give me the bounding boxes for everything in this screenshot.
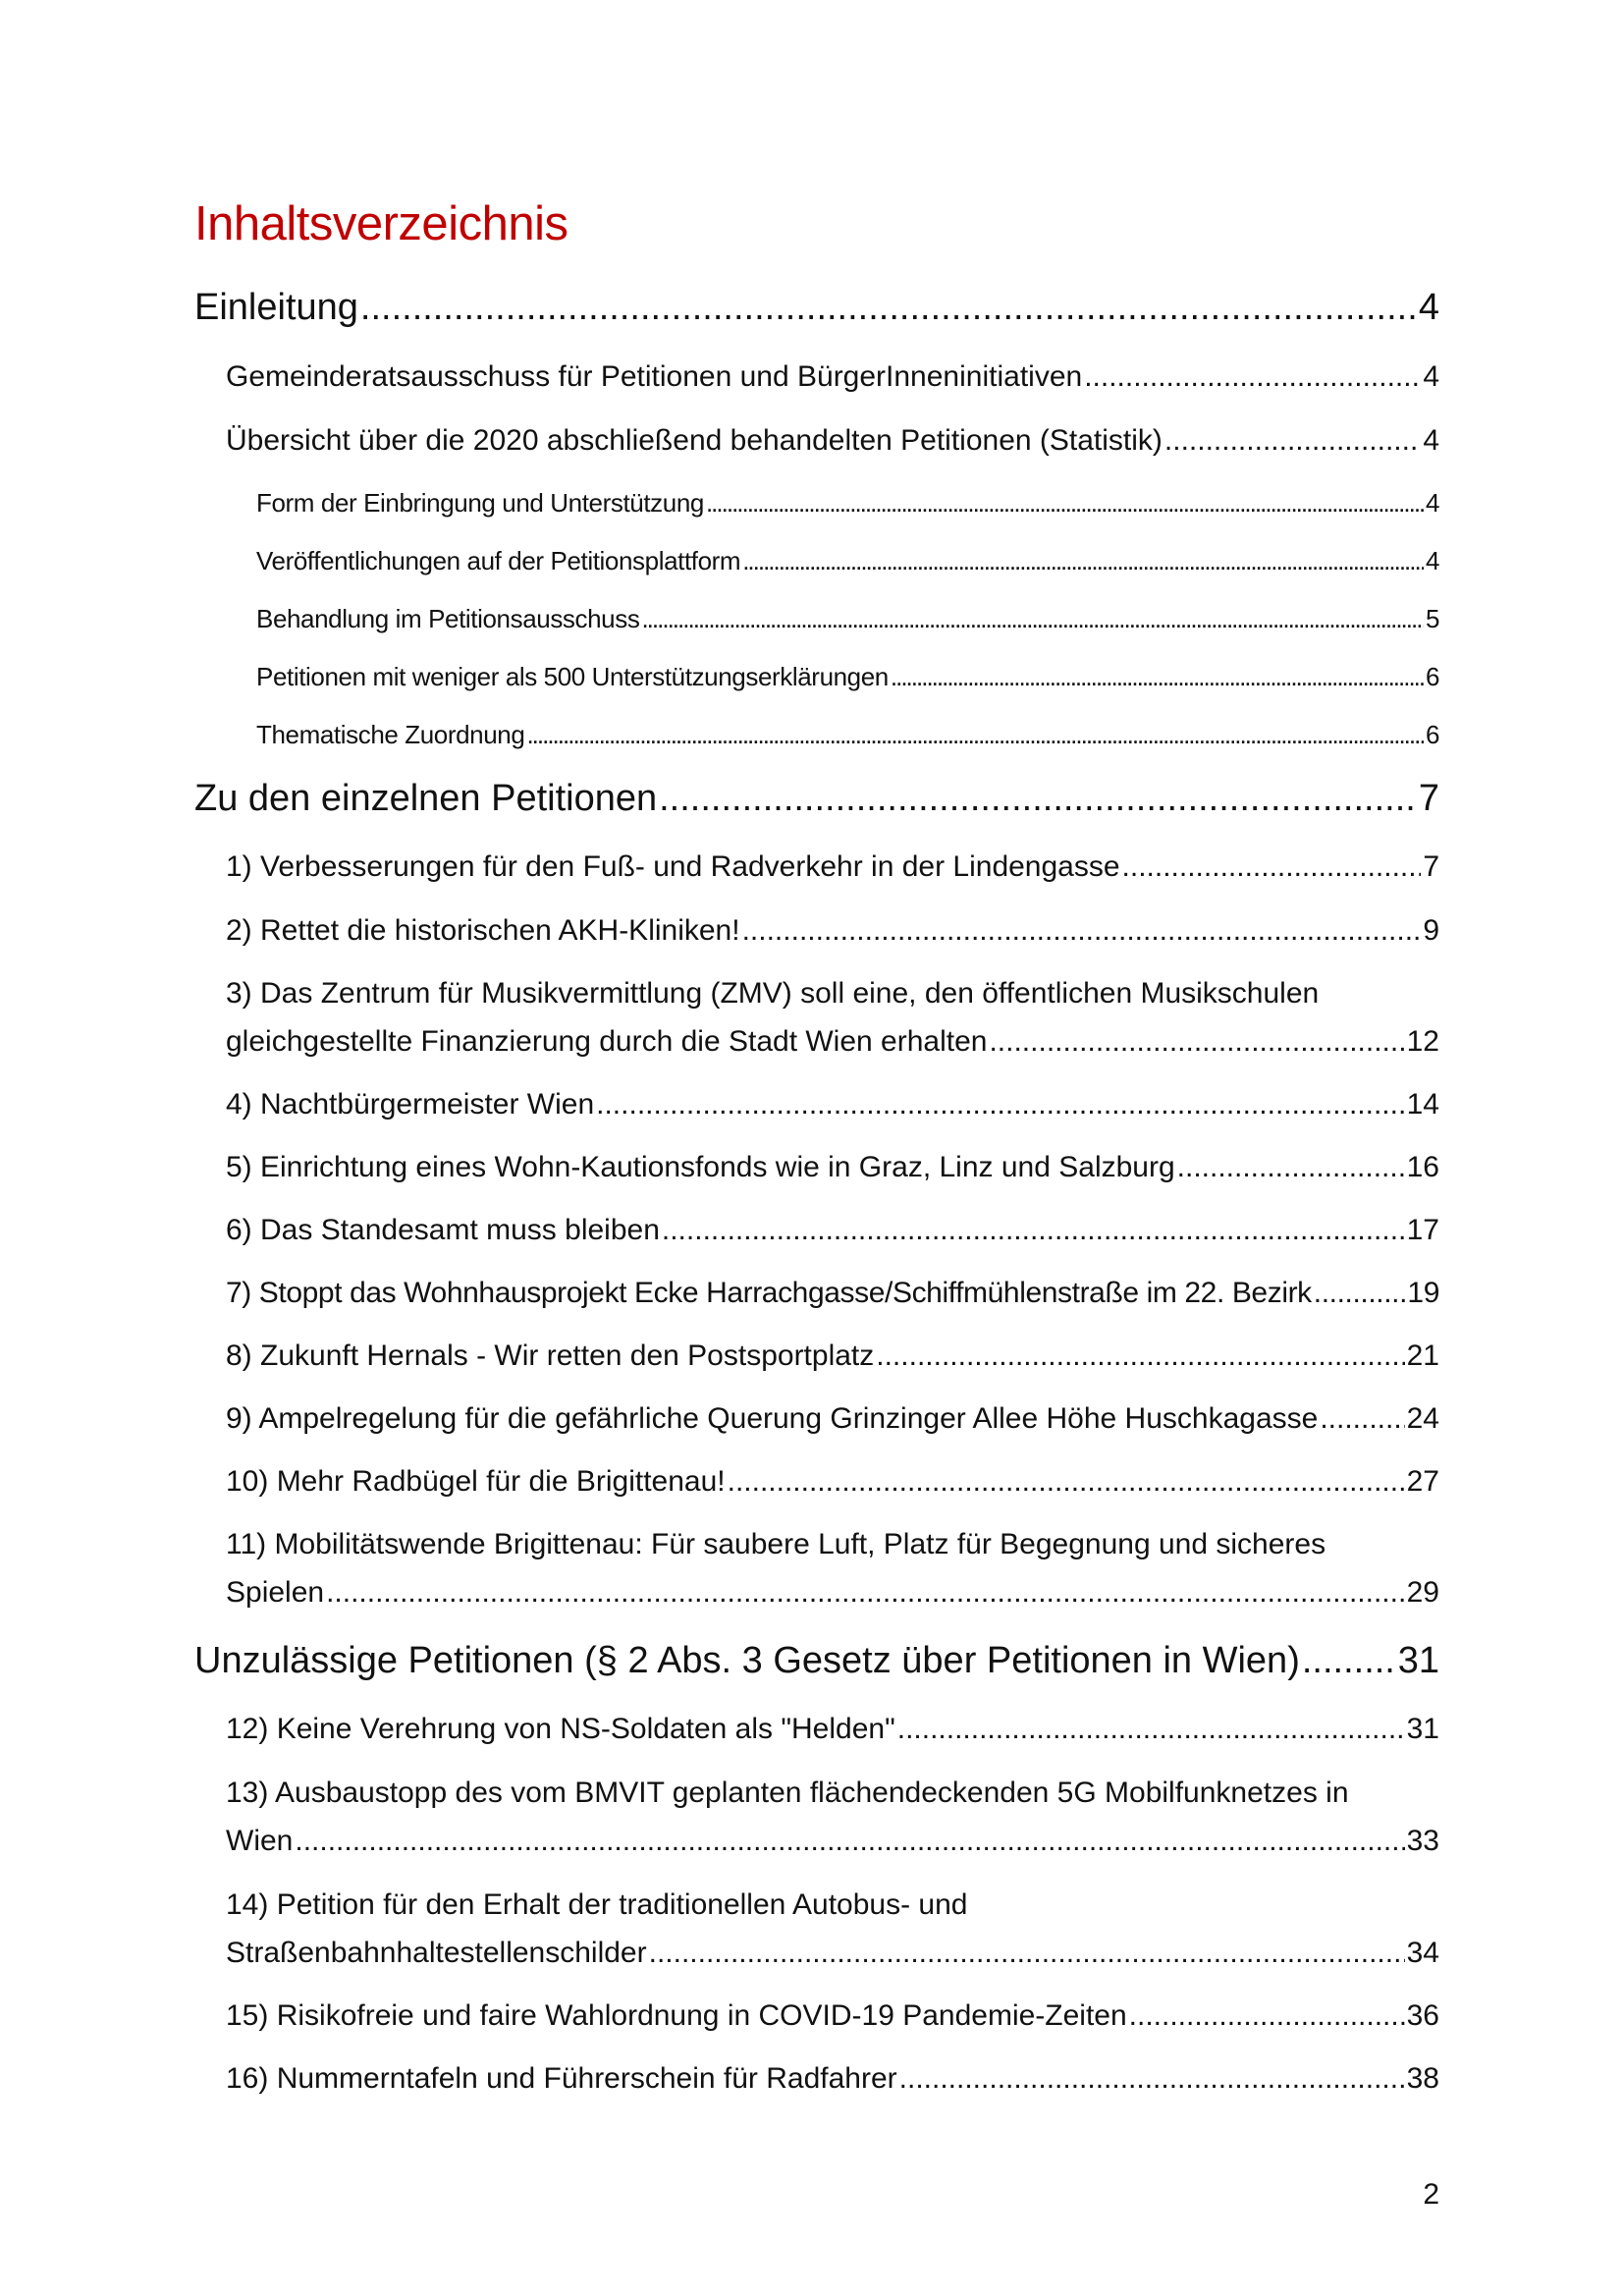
toc-entry-petition-8[interactable]	[226, 1339, 1439, 1373]
dot-leader	[742, 914, 1422, 948]
dot-leader	[891, 662, 1424, 692]
toc-entry-page: 27	[1406, 1465, 1439, 1498]
toc-entry-text: 12) Keine Verehrung von NS-Soldaten als "Helden"	[226, 1713, 895, 1745]
toc-entry-text: 9) Ampelregelung für die gefährliche Querung Grinzinger Allee Höhe Huschkagasse	[226, 1402, 1319, 1435]
toc-entry-text: Veröffentlichungen auf der Petitionsplattform	[256, 546, 741, 575]
toc-entry-text: 10) Mehr Radbügel für die Brigittenau!	[226, 1465, 726, 1498]
toc-entry-text: gleichgestellte Finanzierung durch die Stadt Wien erhalten	[226, 1025, 988, 1058]
toc-entry-page: 5	[1425, 604, 1439, 633]
toc-entry-veroeffentlichungen[interactable]	[256, 546, 1439, 576]
toc-entry-page: 6	[1425, 720, 1439, 749]
toc-entry-petition-9[interactable]	[226, 1402, 1439, 1436]
toc-entry-petition-16[interactable]	[226, 2062, 1439, 2096]
dot-leader	[662, 1214, 1405, 1247]
dot-leader	[1164, 424, 1421, 458]
dot-leader	[659, 778, 1417, 820]
toc-entry-text: 8) Zukunft Hernals - Wir retten den Postsportplatz	[226, 1339, 875, 1372]
toc-entry-petition-4[interactable]	[226, 1088, 1439, 1121]
toc-entry-page: 12	[1406, 1025, 1439, 1058]
toc-entry-petition-10[interactable]	[226, 1465, 1439, 1499]
dot-leader	[728, 1465, 1405, 1499]
toc-entry-petition-1[interactable]	[226, 850, 1439, 884]
toc-entry-petition-13-line1[interactable]: 13) Ausbaustopp des vom BMVIT geplanten flächendeckenden 5G Mobilfunknetzes in	[226, 1777, 1349, 1809]
dot-leader	[1122, 850, 1422, 884]
toc-entry-page: 19	[1407, 1277, 1439, 1309]
toc-entry-text: Zu den einzelnen Petitionen	[194, 778, 658, 819]
toc-entry-gemeinderatsausschuss[interactable]	[226, 360, 1439, 394]
toc-entry-text: 15) Risikofreie und faire Wahlordnung in COVID-19 Pandemie-Zeiten	[226, 1999, 1127, 2032]
dot-leader	[641, 604, 1423, 634]
toc-entry-text: Straßenbahnhaltestellenschilder	[226, 1937, 647, 1969]
toc-entry-page: 7	[1423, 850, 1439, 883]
toc-entry-text: 16) Nummerntafeln und Führerschein für Radfahrer	[226, 2062, 897, 2095]
page-number: 2	[1423, 2178, 1439, 2211]
toc-entry-text: 7) Stoppt das Wohnhausprojekt Ecke Harrachgasse/Schiffmühlenstraße im 22. Bezirk	[226, 1277, 1312, 1309]
toc-entry-page: 6	[1425, 662, 1439, 691]
dot-leader	[1302, 1640, 1396, 1682]
toc-entry-page: 4	[1425, 488, 1439, 518]
toc-entry-petition-15[interactable]	[226, 1999, 1439, 2033]
dot-leader	[326, 1576, 1405, 1610]
toc-entry-text: Übersicht über die 2020 abschließend behandelten Petitionen (Statistik)	[226, 424, 1163, 457]
toc-entry-page: 7	[1418, 778, 1439, 819]
toc-entry-behandlung[interactable]	[256, 604, 1439, 634]
dot-leader	[706, 488, 1424, 519]
dot-leader	[1129, 1999, 1405, 2033]
toc-entry-petition-13[interactable]	[226, 1825, 1439, 1858]
toc-entry-page: 31	[1397, 1640, 1439, 1681]
dot-leader	[526, 720, 1424, 750]
toc-entry-petition-14-line1[interactable]: 14) Petition für den Erhalt der traditionellen Autobus- und	[226, 1888, 968, 1921]
toc-entry-thematische-zuordnung[interactable]	[256, 720, 1439, 750]
toc-entry-page: 24	[1406, 1402, 1439, 1435]
dot-leader	[1177, 1151, 1405, 1184]
toc-entry-einzelne-petitionen[interactable]	[194, 778, 1439, 820]
toc-entry-einleitung[interactable]	[194, 287, 1439, 329]
toc-entry-text: Form der Einbringung und Unterstützung	[256, 488, 704, 518]
toc-entry-page: 38	[1406, 2062, 1439, 2095]
dot-leader	[1314, 1277, 1406, 1310]
toc-entry-page: 16	[1406, 1151, 1439, 1183]
toc-entry-petition-12[interactable]	[226, 1713, 1439, 1746]
dot-leader	[295, 1825, 1404, 1858]
dot-leader	[1320, 1402, 1404, 1436]
toc-entry-page: 14	[1406, 1088, 1439, 1121]
toc-entry-petition-6[interactable]	[226, 1214, 1439, 1247]
toc-entry-petition-5[interactable]	[226, 1151, 1439, 1184]
toc-entry-uebersicht[interactable]	[226, 424, 1439, 458]
toc-entry-page: 9	[1423, 914, 1439, 947]
toc-entry-text: Unzulässige Petitionen (§ 2 Abs. 3 Gesetz über Petitionen in Wien)	[194, 1640, 1300, 1681]
toc-entry-text: Einleitung	[194, 287, 358, 328]
toc-entry-page: 21	[1406, 1339, 1439, 1372]
toc-entry-petitionen-unter-500[interactable]	[256, 662, 1439, 692]
toc-entry-page: 29	[1406, 1576, 1439, 1609]
toc-entry-page: 4	[1423, 424, 1439, 457]
toc-entry-text: 2) Rettet die historischen AKH-Kliniken!	[226, 914, 740, 947]
toc-entry-petition-3[interactable]	[226, 1025, 1439, 1059]
dot-leader	[596, 1088, 1404, 1121]
dot-leader	[876, 1339, 1404, 1373]
toc-entry-petition-14[interactable]	[226, 1937, 1439, 1970]
dot-leader	[649, 1937, 1405, 1970]
toc-entry-page: 4	[1418, 287, 1439, 328]
toc-entry-page: 31	[1406, 1713, 1439, 1745]
toc-entry-petition-11-line1[interactable]: 11) Mobilitätswende Brigittenau: Für saubere Luft, Platz für Begegnung und sicheres	[226, 1528, 1326, 1560]
toc-entry-text: Thematische Zuordnung	[256, 720, 525, 749]
toc-entry-page: 4	[1423, 360, 1439, 393]
toc-entry-text: 6) Das Standesamt muss bleiben	[226, 1214, 660, 1246]
dot-leader	[899, 2062, 1405, 2096]
toc-entry-page: 34	[1406, 1937, 1439, 1969]
toc-entry-text: 4) Nachtbürgermeister Wien	[226, 1088, 595, 1121]
toc-entry-page: 17	[1406, 1214, 1439, 1246]
dot-leader	[1084, 360, 1421, 394]
toc-entry-text: Petitionen mit weniger als 500 Unterstützungserklärungen	[256, 662, 889, 691]
toc-entry-petition-11[interactable]	[226, 1576, 1439, 1610]
toc-entry-text: Behandlung im Petitionsausschuss	[256, 604, 640, 633]
toc-entry-page: 33	[1406, 1825, 1439, 1857]
dot-leader	[742, 546, 1424, 576]
dot-leader	[897, 1713, 1405, 1746]
toc-entry-text: 5) Einrichtung eines Wohn-Kautionsfonds wie in Graz, Linz und Salzburg	[226, 1151, 1175, 1183]
toc-entry-page: 4	[1425, 546, 1439, 575]
toc-entry-unzulaessige-petitionen[interactable]	[194, 1640, 1439, 1682]
toc-entry-page: 36	[1406, 1999, 1439, 2032]
toc-entry-petition-2[interactable]	[226, 914, 1439, 948]
toc-title: Inhaltsverzeichnis	[194, 197, 568, 250]
toc-entry-text: Wien	[226, 1825, 294, 1857]
toc-entry-form-der-einbringung[interactable]	[256, 488, 1439, 519]
toc-entry-text: Gemeinderatsausschuss für Petitionen und BürgerInneninitiativen	[226, 360, 1083, 393]
toc-entry-text: 1) Verbesserungen für den Fuß- und Radverkehr in der Lindengasse	[226, 850, 1120, 883]
dot-leader	[989, 1025, 1404, 1059]
toc-entry-text: Spielen	[226, 1576, 325, 1609]
dot-leader	[360, 287, 1417, 329]
toc-entry-petition-3-line1[interactable]: 3) Das Zentrum für Musikvermittlung (ZMV) soll eine, den öffentlichen Musikschulen	[226, 977, 1320, 1010]
toc-entry-petition-7[interactable]	[226, 1277, 1439, 1310]
